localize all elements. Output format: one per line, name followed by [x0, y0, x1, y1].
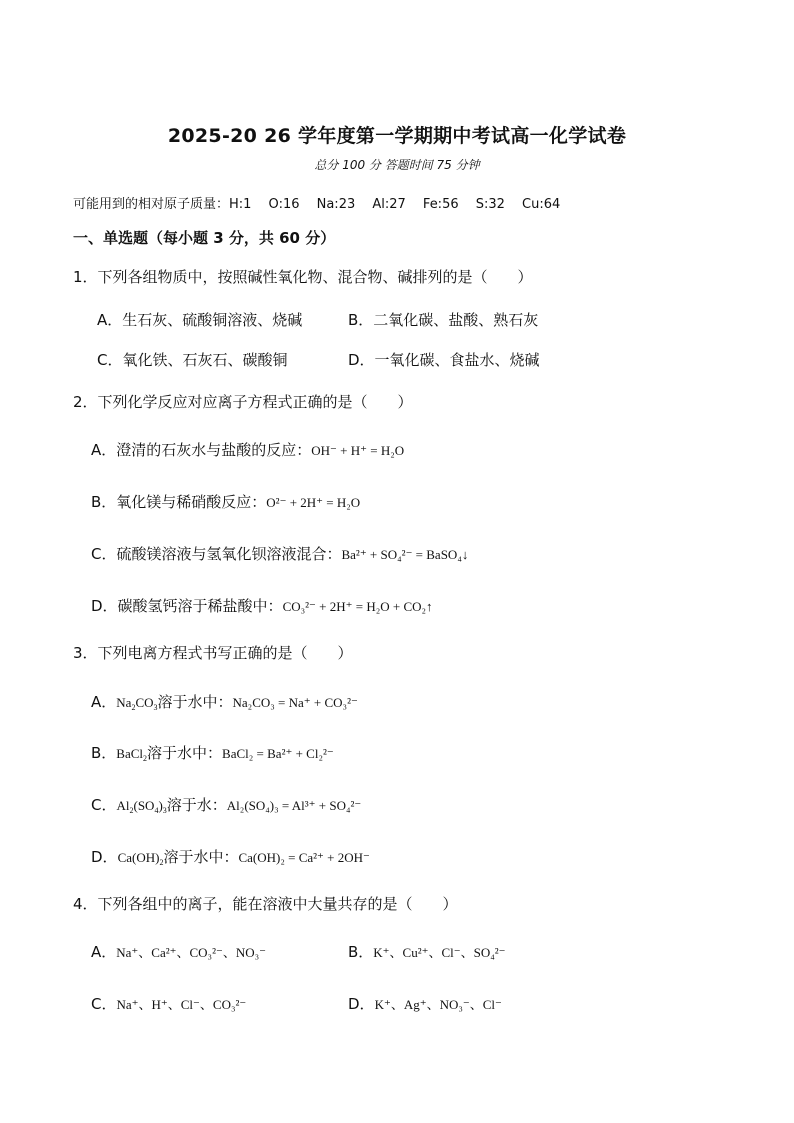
compound: $Al_2(SO_4)_3$ — [116, 798, 167, 815]
question-3-option-c — [91, 794, 361, 815]
ion-equation: Al₂(SO₄)₃ = Al³⁺ + SO₄²⁻ — [226, 798, 362, 813]
ion-equation: CO₃²⁻ + 2H⁺ = H₂O + CO₂↑ — [282, 599, 433, 614]
question-2-option-c — [91, 543, 468, 564]
option-text: B．氧化镁与稀硝酸反应： — [91, 493, 267, 511]
option-text: 溶于水： — [166, 796, 227, 814]
question-4-option-d — [348, 993, 502, 1014]
question-3-option-a — [91, 691, 358, 712]
question-2-option-b — [91, 491, 360, 512]
question-4-option-a — [91, 941, 266, 962]
option-letter: D． — [348, 995, 375, 1013]
question-2-option-a — [91, 439, 404, 460]
option-text: 溶于水中： — [163, 848, 239, 866]
ion-equation: Ca(OH)₂ = Ca²⁺ + 2OH⁻ — [238, 850, 370, 865]
option-text: C．硫酸镁溶液与氢氧化钡溶液混合： — [91, 545, 342, 563]
option-letter: C． — [91, 995, 117, 1013]
question-3-option-d — [91, 846, 370, 867]
question-2-option-d — [91, 595, 433, 616]
question-3-option-b — [91, 742, 334, 763]
ion-equation: BaCl₂ = Ba²⁺ + Cl₂²⁻ — [222, 746, 334, 761]
option-text: A．澄清的石灰水与盐酸的反应： — [91, 441, 312, 459]
option-letter: C． — [91, 796, 117, 814]
ion-equation: Ba²⁺ + SO₄²⁻ = BaSO₄↓ — [341, 547, 469, 562]
option-letter: A． — [91, 693, 117, 711]
question-4-option-b — [348, 941, 506, 962]
question-1-stem: 1．下列各组物质中，按照碱性氧化物、混合物、碱排列的是（ ） — [73, 268, 533, 286]
ion-list: K⁺、Ag⁺、NO₃⁻、Cl⁻ — [374, 997, 502, 1012]
compound: $Ca(OH)_2$ — [117, 850, 164, 867]
ion-equation: OH⁻ + H⁺ = H₂O — [311, 443, 405, 458]
ion-list: Na⁺、H⁺、Cl⁻、CO₃²⁻ — [116, 997, 247, 1012]
option-text: 溶于水中： — [157, 693, 233, 711]
question-1-option-d: D．一氧化碳、食盐水、烧碱 — [348, 351, 540, 369]
section-heading: 一、单选题（每小题 3 分，共 60 分） — [73, 229, 336, 247]
question-1-option-b: B．二氧化碳、盐酸、熟石灰 — [348, 311, 539, 329]
question-1-option-a: A．生石灰、硫酸铜溶液、烧碱 — [97, 311, 303, 329]
option-letter: B． — [348, 943, 374, 961]
question-2-stem: 2．下列化学反应对应离子方程式正确的是（ ） — [73, 393, 413, 411]
ion-equation: O²⁻ + 2H⁺ = H₂O — [266, 495, 361, 510]
question-4-stem: 4．下列各组中的离子，能在溶液中大量共存的是（ ） — [73, 895, 458, 913]
option-letter: D． — [91, 848, 118, 866]
option-text: D．碳酸氢钙溶于稀盐酸中： — [91, 597, 283, 615]
exam-subtitle: 总分 100 分 答题时间 75 分钟 — [314, 158, 480, 172]
question-1-option-c: C．氧化铁、石灰石、碳酸铜 — [97, 351, 288, 369]
question-3-stem: 3．下列电离方程式书写正确的是（ ） — [73, 644, 353, 662]
compound: $Na_2CO_3$ — [116, 695, 158, 712]
exam-title: 2025-20 26 学年度第一学期期中考试高一化学试卷 — [167, 125, 627, 147]
ion-equation: Na₂CO₃ = Na⁺ + CO₃²⁻ — [232, 695, 358, 710]
atomic-masses: 可能用到的相对原子质量：H:1 O:16 Na:23 Al:27 Fe:56 S:32 Cu:64 — [73, 197, 561, 212]
option-text: 溶于水中： — [147, 744, 223, 762]
question-4-option-c — [91, 993, 246, 1014]
option-letter: B． — [91, 744, 117, 762]
ion-list: Na⁺、Ca²⁺、CO₃²⁻、NO₃⁻ — [116, 945, 267, 960]
option-letter: A． — [91, 943, 117, 961]
ion-list: K⁺、Cu²⁺、Cl⁻、SO₄²⁻ — [373, 945, 506, 960]
compound: BaCl$_2$ — [116, 746, 148, 763]
